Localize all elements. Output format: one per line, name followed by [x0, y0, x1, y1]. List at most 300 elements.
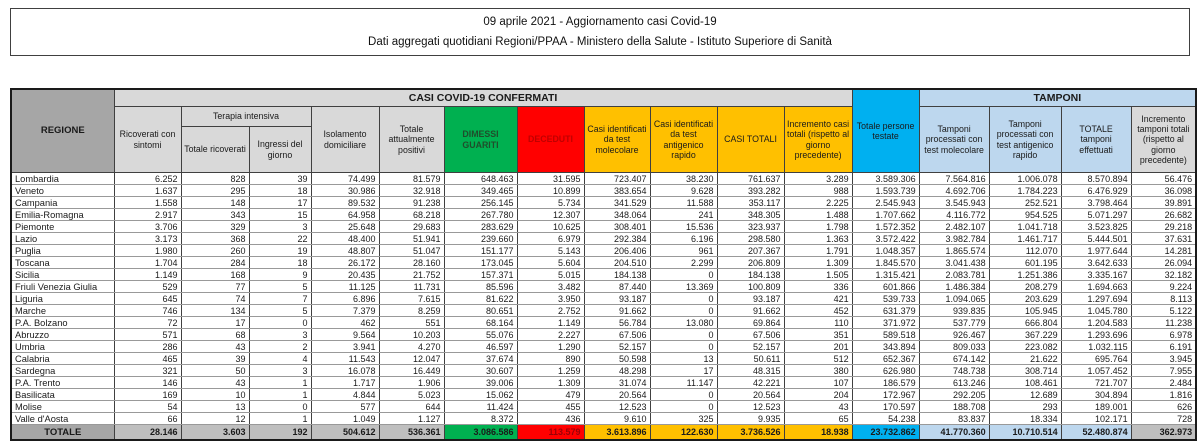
value-cell: 203.629 [989, 293, 1061, 305]
value-cell: 7.955 [1131, 365, 1196, 377]
value-cell: 54 [114, 401, 181, 413]
value-cell: 1.057.452 [1061, 365, 1131, 377]
value-cell: 68 [181, 329, 249, 341]
value-cell: 43 [181, 377, 249, 389]
value-cell: 3.572.422 [852, 233, 919, 245]
value-cell: 537.779 [919, 317, 989, 329]
value-cell: 371.972 [852, 317, 919, 329]
value-cell: 1.048.357 [852, 245, 919, 257]
value-cell: 1.816 [1131, 389, 1196, 401]
total-value-cell: 536.361 [379, 425, 444, 441]
value-cell: 351 [784, 329, 852, 341]
value-cell: 939.835 [919, 305, 989, 317]
value-cell: 284 [181, 257, 249, 269]
value-cell: 1.094.065 [919, 293, 989, 305]
total-value-cell: 362.973 [1131, 425, 1196, 441]
table-row [11, 413, 1196, 425]
region-name-cell: Abruzzo [11, 329, 114, 341]
value-cell: 91.662 [584, 305, 650, 317]
value-cell: 107 [784, 377, 852, 389]
value-cell: 809.033 [919, 341, 989, 353]
value-cell: 0 [650, 293, 717, 305]
region-name-cell: Sardegna [11, 365, 114, 377]
value-cell: 1.906 [379, 377, 444, 389]
value-cell: 12.047 [379, 353, 444, 365]
value-cell: 295 [181, 185, 249, 197]
value-cell: 3.173 [114, 233, 181, 245]
value-cell: 223.082 [989, 341, 1061, 353]
value-cell: 4 [249, 353, 311, 365]
value-cell: 18.334 [989, 413, 1061, 425]
total-value-cell: 10.710.514 [989, 425, 1061, 441]
value-cell: 241 [650, 209, 717, 221]
value-cell: 12.523 [584, 401, 650, 413]
value-cell: 746 [114, 305, 181, 317]
value-cell: 3.589.306 [852, 173, 919, 185]
value-cell: 50.611 [717, 353, 784, 365]
region-name-cell: Lombardia [11, 173, 114, 185]
table-body [11, 173, 1196, 441]
value-cell: 329 [181, 221, 249, 233]
value-cell: 761.637 [717, 173, 784, 185]
value-cell: 22 [249, 233, 311, 245]
value-cell: 26.682 [1131, 209, 1196, 221]
value-cell: 2 [249, 341, 311, 353]
report-source-line: Dati aggregati quotidiani Regioni/PPAA - Ministero della Salute - Istituto Superiore di Sanità [368, 35, 832, 48]
value-cell: 1 [249, 377, 311, 389]
value-cell: 1 [249, 389, 311, 401]
value-cell: 83.837 [919, 413, 989, 425]
value-cell: 39 [249, 173, 311, 185]
value-cell: 39 [181, 353, 249, 365]
value-cell: 31.074 [584, 377, 650, 389]
value-cell: 368 [181, 233, 249, 245]
region-name-cell: Piemonte [11, 221, 114, 233]
region-name-cell: Emilia-Romagna [11, 209, 114, 221]
value-cell: 146 [114, 377, 181, 389]
value-cell: 69.864 [717, 317, 784, 329]
value-cell: 102.171 [1061, 413, 1131, 425]
value-cell: 1.363 [784, 233, 852, 245]
region-name-cell: Campania [11, 197, 114, 209]
value-cell: 17 [650, 365, 717, 377]
value-cell: 308.714 [989, 365, 1061, 377]
value-cell: 1.717 [311, 377, 379, 389]
value-cell: 64.958 [311, 209, 379, 221]
value-cell: 1.505 [784, 269, 852, 281]
value-cell: 81.622 [444, 293, 517, 305]
value-cell: 32.918 [379, 185, 444, 197]
value-cell: 529 [114, 281, 181, 293]
table-row [11, 269, 1196, 281]
col-header-deceduti: DECEDUTI [517, 107, 584, 173]
value-cell: 728 [1131, 413, 1196, 425]
value-cell: 1.315.421 [852, 269, 919, 281]
value-cell: 50.598 [584, 353, 650, 365]
value-cell: 2.299 [650, 257, 717, 269]
value-cell: 48.298 [584, 365, 650, 377]
value-cell: 8.372 [444, 413, 517, 425]
value-cell: 304.894 [1061, 389, 1131, 401]
value-cell: 54.238 [852, 413, 919, 425]
value-cell: 9.935 [717, 413, 784, 425]
total-value-cell: 18.938 [784, 425, 852, 441]
value-cell: 3.482 [517, 281, 584, 293]
total-value-cell: 504.612 [311, 425, 379, 441]
value-cell: 239.660 [444, 233, 517, 245]
value-cell: 42.221 [717, 377, 784, 389]
value-cell: 204 [784, 389, 852, 401]
value-cell: 148 [181, 197, 249, 209]
value-cell: 66 [114, 413, 181, 425]
value-cell: 5.143 [517, 245, 584, 257]
value-cell: 961 [650, 245, 717, 257]
total-value-cell: 28.146 [114, 425, 181, 441]
value-cell: 12.307 [517, 209, 584, 221]
value-cell: 721.707 [1061, 377, 1131, 389]
value-cell: 551 [379, 317, 444, 329]
value-cell: 1.461.717 [989, 233, 1061, 245]
region-name-cell: Friuli Venezia Giulia [11, 281, 114, 293]
value-cell: 1.694.663 [1061, 281, 1131, 293]
table-row [11, 365, 1196, 377]
value-cell: 7.379 [311, 305, 379, 317]
value-cell: 462 [311, 317, 379, 329]
value-cell: 29.683 [379, 221, 444, 233]
value-cell: 10.625 [517, 221, 584, 233]
value-cell: 954.525 [989, 209, 1061, 221]
value-cell: 16.078 [311, 365, 379, 377]
value-cell: 695.764 [1061, 353, 1131, 365]
value-cell: 3.950 [517, 293, 584, 305]
value-cell: 26.172 [311, 257, 379, 269]
value-cell: 48.807 [311, 245, 379, 257]
value-cell: 48.315 [717, 365, 784, 377]
value-cell: 15.062 [444, 389, 517, 401]
value-cell: 0 [249, 317, 311, 329]
value-cell: 55.076 [444, 329, 517, 341]
value-cell: 168 [181, 269, 249, 281]
report-date-line: 09 aprile 2021 - Aggiornamento casi Covid-19 [483, 16, 717, 29]
col-header-totale-ricoverati: Totale ricoverati [181, 127, 249, 173]
table-row [11, 401, 1196, 413]
value-cell: 292.205 [919, 389, 989, 401]
value-cell: 4.844 [311, 389, 379, 401]
group-header-casi-confermati: CASI COVID-19 CONFERMATI [114, 89, 852, 107]
table-row [11, 233, 1196, 245]
table-row [11, 377, 1196, 389]
value-cell: 43 [784, 401, 852, 413]
total-value-cell: 192 [249, 425, 311, 441]
value-cell: 0 [650, 401, 717, 413]
value-cell: 926.467 [919, 329, 989, 341]
value-cell: 3 [249, 221, 311, 233]
value-cell: 1.980 [114, 245, 181, 257]
value-cell: 13.369 [650, 281, 717, 293]
value-cell: 91.662 [717, 305, 784, 317]
value-cell: 601.195 [989, 257, 1061, 269]
value-cell: 30.986 [311, 185, 379, 197]
value-cell: 1.204.583 [1061, 317, 1131, 329]
value-cell: 644 [379, 401, 444, 413]
value-cell: 828 [181, 173, 249, 185]
value-cell: 1.572.352 [852, 221, 919, 233]
value-cell: 5.734 [517, 197, 584, 209]
value-cell: 256.145 [444, 197, 517, 209]
value-cell: 52.157 [717, 341, 784, 353]
value-cell: 189.001 [1061, 401, 1131, 413]
value-cell: 87.440 [584, 281, 650, 293]
col-header-tamponi-molecolare: Tamponi processati con test molecolare [919, 107, 989, 173]
region-name-cell: Molise [11, 401, 114, 413]
value-cell: 9 [249, 269, 311, 281]
value-cell: 16.449 [379, 365, 444, 377]
value-cell: 1.488 [784, 209, 852, 221]
value-cell: 3 [249, 365, 311, 377]
value-cell: 9.564 [311, 329, 379, 341]
region-name-cell: Puglia [11, 245, 114, 257]
table-row [11, 389, 1196, 401]
value-cell: 18 [249, 185, 311, 197]
value-cell: 208.279 [989, 281, 1061, 293]
total-value-cell: 41.770.360 [919, 425, 989, 441]
value-cell: 29.218 [1131, 221, 1196, 233]
region-name-cell: P.A. Bolzano [11, 317, 114, 329]
value-cell: 39.006 [444, 377, 517, 389]
value-cell: 51.047 [379, 245, 444, 257]
value-cell: 601.866 [852, 281, 919, 293]
col-header-isolamento-domiciliare: Isolamento domiciliare [311, 107, 379, 173]
value-cell: 31.595 [517, 173, 584, 185]
value-cell: 0 [650, 269, 717, 281]
value-cell: 0 [650, 305, 717, 317]
value-cell: 19 [249, 245, 311, 257]
table-row [11, 317, 1196, 329]
value-cell: 645 [114, 293, 181, 305]
value-cell: 267.780 [444, 209, 517, 221]
col-header-ricoverati-con-sintomi: Ricoverati con sintomi [114, 107, 181, 173]
report-title-box [10, 8, 1190, 56]
value-cell: 9.224 [1131, 281, 1196, 293]
value-cell: 11.424 [444, 401, 517, 413]
value-cell: 80.651 [444, 305, 517, 317]
total-value-cell: 113.579 [517, 425, 584, 441]
value-cell: 2.482.107 [919, 221, 989, 233]
value-cell: 336 [784, 281, 852, 293]
value-cell: 11.731 [379, 281, 444, 293]
value-cell: 12.689 [989, 389, 1061, 401]
col-header-casi-test-antigenico: Casi identificati da test antigenico rapido [650, 107, 717, 173]
value-cell: 2.227 [517, 329, 584, 341]
value-cell: 68.164 [444, 317, 517, 329]
value-cell: 298.580 [717, 233, 784, 245]
table-row [11, 185, 1196, 197]
value-cell: 3 [249, 329, 311, 341]
value-cell: 1.784.223 [989, 185, 1061, 197]
value-cell: 341.529 [584, 197, 650, 209]
value-cell: 15 [249, 209, 311, 221]
value-cell: 539.733 [852, 293, 919, 305]
value-cell: 10 [181, 389, 249, 401]
value-cell: 26.094 [1131, 257, 1196, 269]
region-name-cell: Liguria [11, 293, 114, 305]
value-cell: 1.006.078 [989, 173, 1061, 185]
value-cell: 12.523 [717, 401, 784, 413]
value-cell: 3.523.825 [1061, 221, 1131, 233]
value-cell: 50 [181, 365, 249, 377]
value-cell: 1.293.696 [1061, 329, 1131, 341]
value-cell: 1.251.386 [989, 269, 1061, 281]
value-cell: 10.203 [379, 329, 444, 341]
value-cell: 1.309 [517, 377, 584, 389]
value-cell: 631.379 [852, 305, 919, 317]
value-cell: 3.335.167 [1061, 269, 1131, 281]
value-cell: 292.384 [584, 233, 650, 245]
value-cell: 169 [114, 389, 181, 401]
value-cell: 3.706 [114, 221, 181, 233]
value-cell: 67.506 [717, 329, 784, 341]
value-cell: 1.149 [114, 269, 181, 281]
value-cell: 5.604 [517, 257, 584, 269]
total-value-cell: 3.613.896 [584, 425, 650, 441]
value-cell: 293 [989, 401, 1061, 413]
region-name-cell: Sicilia [11, 269, 114, 281]
col-header-regione: REGIONE [11, 89, 114, 173]
value-cell: 112.070 [989, 245, 1061, 257]
region-name-cell: Marche [11, 305, 114, 317]
table-row [11, 341, 1196, 353]
value-cell: 37.631 [1131, 233, 1196, 245]
value-cell: 3.041.438 [919, 257, 989, 269]
value-cell: 1.045.780 [1061, 305, 1131, 317]
region-name-cell: Veneto [11, 185, 114, 197]
value-cell: 1.707.662 [852, 209, 919, 221]
value-cell: 348.305 [717, 209, 784, 221]
value-cell: 74.499 [311, 173, 379, 185]
value-cell: 43 [181, 341, 249, 353]
table-row [11, 173, 1196, 185]
value-cell: 110 [784, 317, 852, 329]
value-cell: 1.798 [784, 221, 852, 233]
value-cell: 2.545.943 [852, 197, 919, 209]
value-cell: 21.622 [989, 353, 1061, 365]
value-cell: 7.564.816 [919, 173, 989, 185]
value-cell: 6.978 [1131, 329, 1196, 341]
value-cell: 1.032.115 [1061, 341, 1131, 353]
col-header-casi-totali: CASI TOTALI [717, 107, 784, 173]
value-cell: 74 [181, 293, 249, 305]
value-cell: 6.896 [311, 293, 379, 305]
value-cell: 666.804 [989, 317, 1061, 329]
col-header-totale-attualmente-positivi: Totale attualmente positivi [379, 107, 444, 173]
value-cell: 11.125 [311, 281, 379, 293]
value-cell: 52.157 [584, 341, 650, 353]
value-cell: 571 [114, 329, 181, 341]
value-cell: 157.371 [444, 269, 517, 281]
value-cell: 1.558 [114, 197, 181, 209]
value-cell: 32.182 [1131, 269, 1196, 281]
value-cell: 5.071.297 [1061, 209, 1131, 221]
value-cell: 77 [181, 281, 249, 293]
table-row [11, 281, 1196, 293]
value-cell: 2.225 [784, 197, 852, 209]
value-cell: 188.708 [919, 401, 989, 413]
value-cell: 343.894 [852, 341, 919, 353]
value-cell: 3.545.943 [919, 197, 989, 209]
value-cell: 186.579 [852, 377, 919, 389]
value-cell: 325 [650, 413, 717, 425]
value-cell: 36.098 [1131, 185, 1196, 197]
total-value-cell: 3.736.526 [717, 425, 784, 441]
value-cell: 46.597 [444, 341, 517, 353]
value-cell: 0 [249, 401, 311, 413]
value-cell: 14.281 [1131, 245, 1196, 257]
value-cell: 39.891 [1131, 197, 1196, 209]
value-cell: 5.015 [517, 269, 584, 281]
region-name-cell: Umbria [11, 341, 114, 353]
value-cell: 56.476 [1131, 173, 1196, 185]
col-header-casi-test-molecolare: Casi identificati da test molecolare [584, 107, 650, 173]
value-cell: 8.259 [379, 305, 444, 317]
value-cell: 1.637 [114, 185, 181, 197]
value-cell: 626 [1131, 401, 1196, 413]
value-cell: 207.367 [717, 245, 784, 257]
value-cell: 100.809 [717, 281, 784, 293]
value-cell: 13 [650, 353, 717, 365]
col-header-totale-tamponi: TOTALE tamponi effettuati [1061, 107, 1131, 173]
value-cell: 367.229 [989, 329, 1061, 341]
value-cell: 5.023 [379, 389, 444, 401]
value-cell: 393.282 [717, 185, 784, 197]
value-cell: 37.674 [444, 353, 517, 365]
value-cell: 0 [650, 329, 717, 341]
value-cell: 260 [181, 245, 249, 257]
value-cell: 436 [517, 413, 584, 425]
value-cell: 9.628 [650, 185, 717, 197]
value-cell: 1.127 [379, 413, 444, 425]
value-cell: 1.149 [517, 317, 584, 329]
col-header-incremento-casi: Incremento casi totali (rispetto al giorno precedente) [784, 107, 852, 173]
value-cell: 17 [181, 317, 249, 329]
region-name-cell: Valle d'Aosta [11, 413, 114, 425]
value-cell: 11.543 [311, 353, 379, 365]
value-cell: 0 [650, 389, 717, 401]
value-cell: 20.435 [311, 269, 379, 281]
value-cell: 0 [650, 341, 717, 353]
value-cell: 105.945 [989, 305, 1061, 317]
table-row [11, 257, 1196, 269]
covid-data-table [10, 88, 1197, 441]
value-cell: 3.798.464 [1061, 197, 1131, 209]
table-row [11, 209, 1196, 221]
value-cell: 577 [311, 401, 379, 413]
value-cell: 206.809 [717, 257, 784, 269]
value-cell: 3.945 [1131, 353, 1196, 365]
col-header-ingressi-del-giorno: Ingressi del giorno [249, 127, 311, 173]
value-cell: 72 [114, 317, 181, 329]
value-cell: 30.607 [444, 365, 517, 377]
table-row [11, 329, 1196, 341]
value-cell: 201 [784, 341, 852, 353]
value-cell: 13.080 [650, 317, 717, 329]
value-cell: 6.252 [114, 173, 181, 185]
value-cell: 20.564 [717, 389, 784, 401]
value-cell: 452 [784, 305, 852, 317]
value-cell: 5.444.501 [1061, 233, 1131, 245]
value-cell: 151.177 [444, 245, 517, 257]
value-cell: 4.692.706 [919, 185, 989, 197]
region-name-cell: Basilicata [11, 389, 114, 401]
